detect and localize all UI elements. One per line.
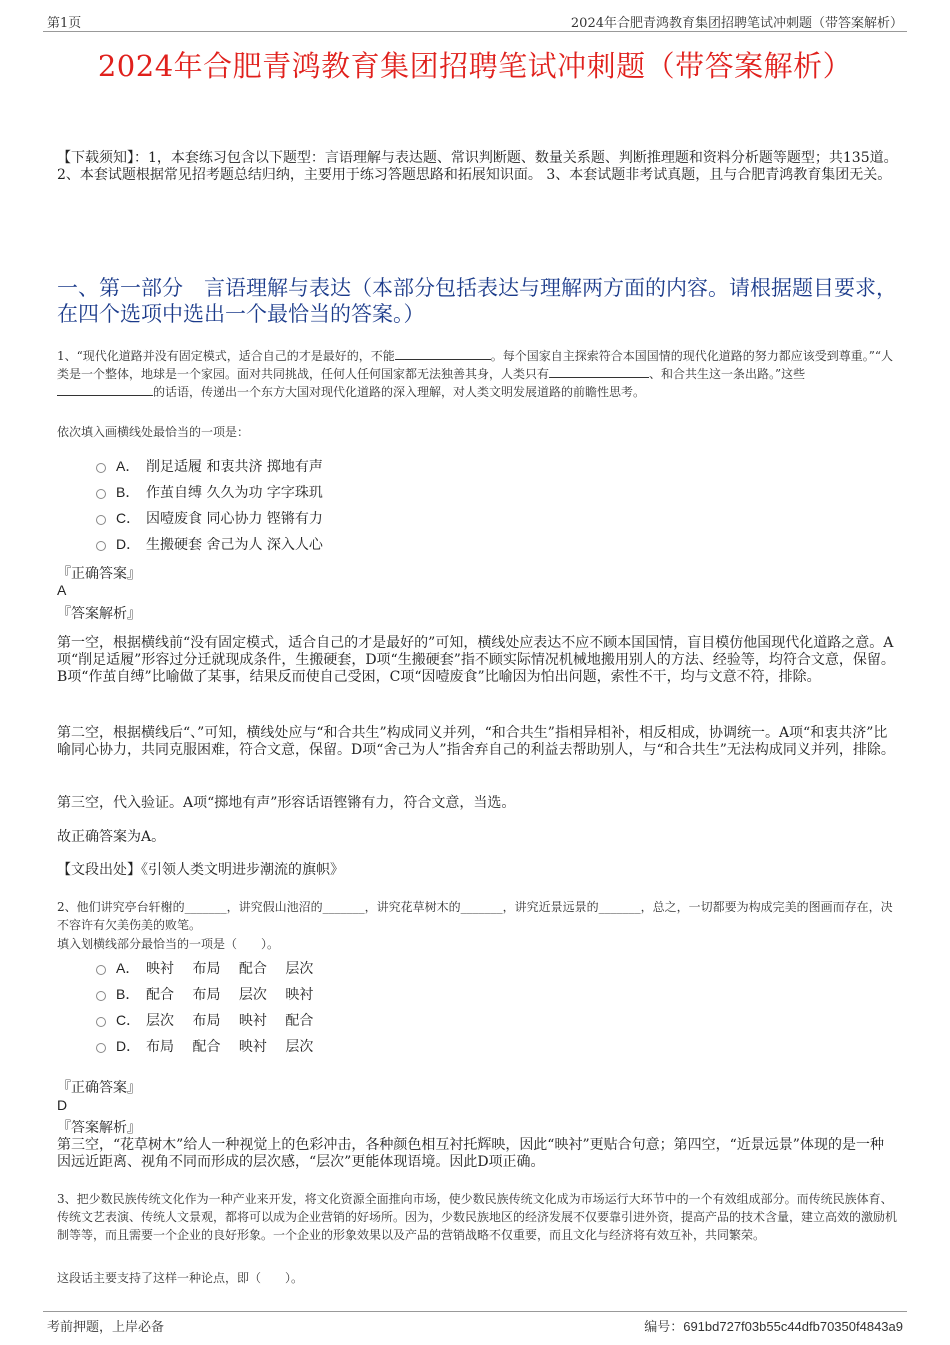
correct-answer: A [57, 582, 67, 598]
radio-icon[interactable] [96, 1043, 106, 1053]
question-1-stem [57, 347, 897, 401]
analysis-label: 『答案解析』 [57, 1120, 141, 1136]
radio-icon[interactable] [96, 1017, 106, 1027]
option-b[interactable]: B． 配合 布局 层次 映衬 [96, 981, 313, 1007]
question-2-stem: 2、他们讲究亭台轩榭的_______，讲究假山池沼的_______，讲究花草树木的_______，讲究近景远景的_______，总之，一切都要为构成完美的图画而存在，决不容许有欠美伤美的败笔。 [57, 900, 893, 932]
q1-stem-part: 、和合共生这一条出路。”这些 [649, 367, 806, 381]
radio-icon[interactable] [96, 515, 106, 525]
option-c[interactable]: C． 因噎废食 同心协力 铿锵有力 [96, 505, 323, 531]
footer-slogan: 考前押题，上岸必备 [47, 1320, 165, 1335]
q1-stem-part: 。每个国家自主探索符合本国国情的现代化道路的努力都应该受到尊重。”“人类是一个整体，地球是一个家园。面对共同挑战，任何人任何国家都无法独善其身，人类只有 [57, 349, 894, 381]
question-2-options [96, 955, 313, 1059]
question-1-options [96, 453, 323, 557]
analysis-label: 『答案解析』 [57, 606, 141, 622]
analysis-paragraph: 第二空，根据横线后“、”可知，横线处应与“和合共生”构成同义并列，“和合共生”指相异相补，相反相成，协调统一。A项“和衷共济”比喻同心协力，共同克服困难，符合文意，保留。D项“舍己为人”指舍弃自己的利益去帮助别人，与“和合共生”无法构成同义并列，排除。 [57, 725, 895, 758]
analysis-paragraph: 故正确答案为A。 [57, 829, 166, 845]
correct-answer-label: 『正确答案』 [57, 566, 141, 582]
source-citation: 【文段出处】《引领人类文明进步潮流的旗帜》 [57, 862, 344, 878]
download-notice: 【下载须知】：1，本套练习包含以下题型：言语理解与表达题、常识判断题、数量关系题、判断推理题和资料分析题等题型；共135道。 2、本套试题根据常见招考题总结归纳，主要用于练习答题思路和拓展知识面。 3、本套试题非考试真题，且与合肥青鸿教育集团无关。 [57, 150, 898, 183]
question-1-prompt: 依次填入画横线处最恰当的一项是： [57, 425, 250, 439]
question-3-prompt: 这段话主要支持了这样一种论点，即（ ）。 [57, 1271, 304, 1285]
answer-blank [395, 347, 491, 360]
option-a[interactable]: A． 削足适履 和衷共济 掷地有声 [96, 453, 323, 479]
analysis-paragraph: 第三空，代入验证。A项“掷地有声”形容话语铿锵有力，符合文意，当选。 [57, 795, 516, 811]
radio-icon[interactable] [96, 965, 106, 975]
correct-answer-label: 『正确答案』 [57, 1080, 141, 1096]
page-title: 2024年合肥青鸿教育集团招聘笔试冲刺题（带答案解析） [97, 49, 853, 83]
option-a[interactable]: A． 映衬 布局 配合 层次 [96, 955, 313, 981]
document-id: 编号：691bd727f03b55c44dfb70350f4843a9 [644, 1319, 903, 1334]
answer-blank [57, 383, 153, 396]
q1-stem-part: 的话语，传递出一个东方大国对现代化道路的深入理解，对人类文明发展道路的前瞻性思考。 [153, 385, 646, 399]
analysis-paragraph: 第一空，根据横线前“没有固定模式，适合自己的才是最好的”可知，横线处应表达不应不顾本国国情，盲目模仿他国现代化道路之意。A项“削足适履”形容过分迁就现成条件，生搬硬套，D项“生搬硬套”指不顾实际情况机械地搬用别人的方法、经验等，均符合文意，保留。B项“作茧自缚”比喻做了某事，结果反而使自己受困，C项“因噎废食”比喻因为怕出问题，索性不干，均与文意不符，排除。 [57, 635, 895, 685]
analysis-paragraph: 第三空，“花草树木”给人一种视觉上的色彩冲击，各种颜色相互衬托辉映，因此“映衬”更贴合句意；第四空，“近景远景”体现的是一种因远近距离、视角不同而形成的层次感，“层次”更能体现语境。因此D项正确。 [57, 1137, 884, 1170]
footer-divider [43, 1311, 907, 1312]
q1-stem-part: 1、“现代化道路并没有固定模式，适合自己的才是最好的，不能 [57, 349, 395, 363]
question-3-stem: 3、把少数民族传统文化作为一种产业来开发，将文化资源全面推向市场，使少数民族传统文化成为市场运行大环节中的一个有效组成部分。而传统民族体育、传统文艺表演、传统人文景观，都将可以成为企业营销的好场所。因为，少数民族地区的经济发展不仅要靠引进外资，提高产品的技术含量，建立高效的激励机制等等，而且需要一个企业的良好形象。一个企业的形象效果以及产品的营销战略不仅重要，而且文化与经济将有效互补，共同繁荣。 [57, 1192, 898, 1242]
option-d[interactable]: D． 生搬硬套 舍己为人 深入人心 [96, 531, 323, 557]
option-c[interactable]: C． 层次 布局 映衬 配合 [96, 1007, 313, 1033]
header-doc-title: 2024年合肥青鸿教育集团招聘笔试冲刺题（带答案解析） [570, 16, 903, 31]
option-b[interactable]: B． 作茧自缚 久久为功 字字珠玑 [96, 479, 323, 505]
option-d[interactable]: D． 布局 配合 映衬 层次 [96, 1033, 313, 1059]
question-2-prompt: 填入划横线部分最恰当的一项是（ ）。 [57, 937, 280, 951]
correct-answer: D [57, 1097, 68, 1113]
header-divider [43, 31, 907, 32]
radio-icon[interactable] [96, 541, 106, 551]
radio-icon[interactable] [96, 489, 106, 499]
section-title: 一、第一部分 言语理解与表达（本部分包括表达与理解两方面的内容。请根据题目要求，在四个选项中选出一个最恰当的答案。） [57, 276, 897, 326]
answer-blank [549, 365, 649, 378]
page-number: 第1页 [47, 16, 82, 31]
radio-icon[interactable] [96, 991, 106, 1001]
radio-icon[interactable] [96, 463, 106, 473]
